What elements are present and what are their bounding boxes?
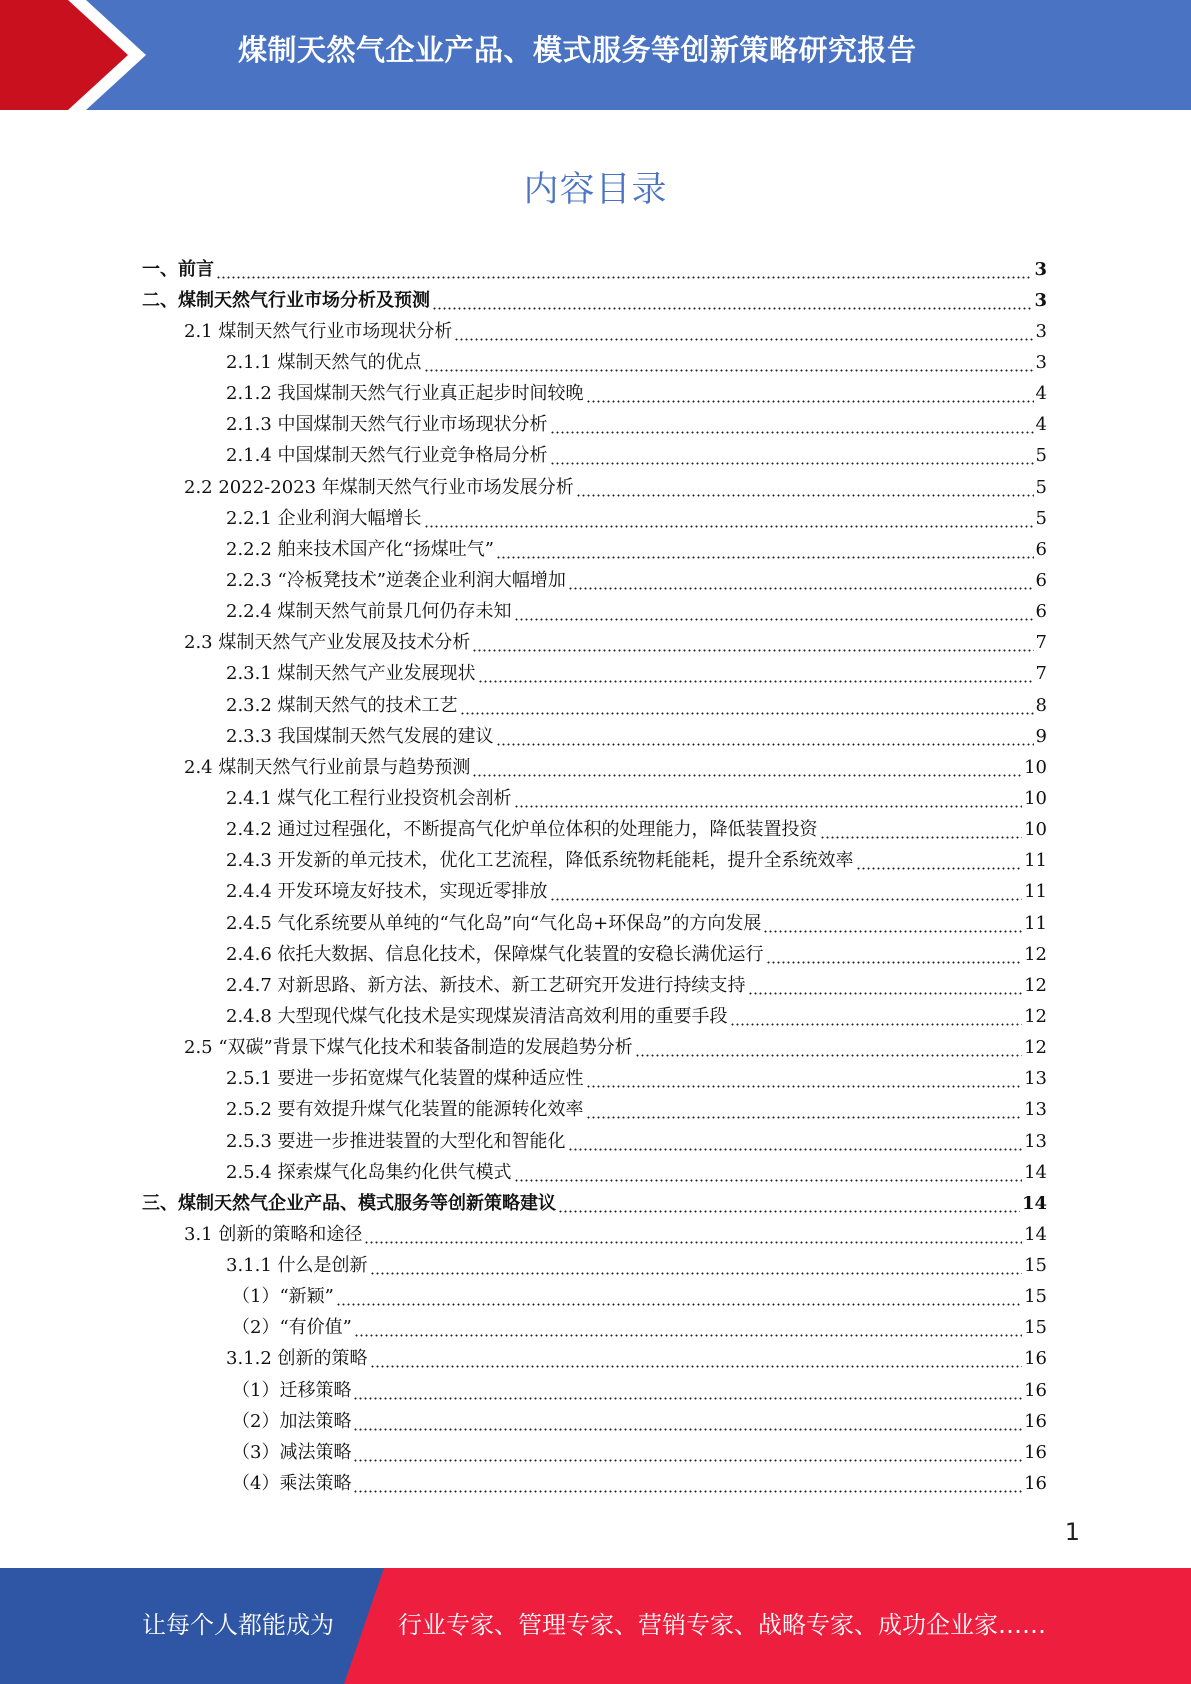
toc-entry-label: 2.2.3 “冷板凳技术”逆袭企业利润大幅增加	[226, 569, 566, 591]
toc-entry[interactable]	[0, 1406, 1191, 1437]
toc-entry-page: 15	[1024, 1255, 1047, 1277]
toc-dot-leader	[216, 266, 1032, 280]
toc-entry-page: 3	[1035, 351, 1047, 373]
toc-entry-label: 2.2 2022-2023 年煤制天然气行业市场发展分析	[184, 476, 574, 498]
toc-entry-page: 3	[1035, 320, 1047, 342]
toc-entry-page: 16	[1024, 1410, 1047, 1432]
toc-entry-label: 2.4.5 气化系统要从单纯的“气化岛”向“气化岛+环保岛”的方向发展	[226, 912, 762, 934]
toc-entry-label: 二、煤制天然气行业市场分析及预测	[142, 289, 430, 311]
toc-entry-page: 10	[1024, 756, 1047, 778]
toc-dot-leader	[558, 1200, 1020, 1214]
toc-entry-page: 15	[1024, 1317, 1047, 1339]
toc-entry-page: 16	[1024, 1348, 1047, 1370]
toc-dot-leader	[364, 1231, 1022, 1245]
toc-entry-label: 2.2.2 舶来技术国产化“扬煤吐气”	[226, 538, 494, 560]
toc-entry[interactable]	[0, 1437, 1191, 1468]
toc-dot-leader	[472, 639, 1033, 653]
toc-entry-label: 3.1.1 什么是创新	[226, 1255, 368, 1277]
toc-entry[interactable]	[0, 815, 1191, 846]
toc-entry-page: 11	[1024, 881, 1047, 903]
toc-entry[interactable]	[0, 379, 1191, 410]
toc-entry-page: 3	[1034, 258, 1047, 280]
toc-dot-leader	[763, 920, 1022, 934]
toc-dot-leader	[730, 1013, 1023, 1027]
toc-entry-page: 16	[1024, 1379, 1047, 1401]
toc-dot-leader	[432, 297, 1032, 311]
toc-entry-label: 2.4.7 对新思路、新方法、新技术、新工艺研究开发进行持续支持	[226, 974, 746, 996]
toc-entry-label: （4）乘法策略	[232, 1473, 352, 1495]
toc-entry[interactable]	[0, 410, 1191, 441]
toc-dot-leader	[586, 1106, 1023, 1120]
toc-entry-page: 15	[1024, 1286, 1047, 1308]
table-of-contents	[0, 254, 1191, 1500]
toc-entry[interactable]	[0, 441, 1191, 472]
toc-entry-page: 11	[1024, 850, 1047, 872]
header-title: 煤制天然气企业产品、模式服务等创新策略研究报告	[238, 33, 917, 67]
toc-entry-label: 3.1 创新的策略和途径	[184, 1223, 363, 1245]
toc-entry[interactable]	[0, 970, 1191, 1001]
toc-entry[interactable]	[0, 1375, 1191, 1406]
toc-dot-leader	[370, 1355, 1023, 1369]
toc-entry-page: 10	[1024, 787, 1047, 809]
toc-entry[interactable]	[0, 1001, 1191, 1032]
toc-dot-leader	[424, 515, 1034, 529]
toc-entry-label: 2.4.8 大型现代煤气化技术是实现煤炭清洁高效利用的重要手段	[226, 1005, 728, 1027]
toc-entry-label: 2.3.2 煤制天然气的技术工艺	[226, 694, 458, 716]
toc-entry[interactable]	[0, 1468, 1191, 1499]
toc-entry[interactable]	[0, 503, 1191, 534]
toc-entry-page: 16	[1024, 1473, 1047, 1495]
toc-entry-page: 8	[1035, 694, 1047, 716]
toc-entry-page: 5	[1035, 445, 1047, 467]
toc-entry[interactable]	[0, 285, 1191, 316]
toc-entry[interactable]	[0, 1126, 1191, 1157]
toc-entry[interactable]	[0, 690, 1191, 721]
toc-entry-page: 6	[1035, 569, 1047, 591]
toc-dot-leader	[514, 608, 1034, 622]
toc-entry-label: 2.1.1 煤制天然气的优点	[226, 351, 422, 373]
toc-entry[interactable]	[0, 1095, 1191, 1126]
toc-entry[interactable]	[0, 565, 1191, 596]
toc-entry-label: 2.5.2 要有效提升煤气化装置的能源转化效率	[226, 1099, 584, 1121]
toc-entry[interactable]	[0, 752, 1191, 783]
toc-entry-page: 4	[1035, 383, 1047, 405]
toc-dot-leader	[550, 421, 1034, 435]
toc-entry-page: 9	[1035, 725, 1047, 747]
toc-entry[interactable]	[0, 846, 1191, 877]
toc-entry[interactable]	[0, 534, 1191, 565]
toc-dot-leader	[336, 1293, 1022, 1307]
toc-entry-page: 3	[1034, 289, 1047, 311]
toc-dot-leader	[370, 1262, 1023, 1276]
toc-entry-page: 13	[1024, 1099, 1047, 1121]
toc-entry-page: 6	[1035, 601, 1047, 623]
toc-dot-leader	[856, 857, 1023, 871]
toc-entry-label: 2.2.4 煤制天然气前景几何仍存未知	[226, 601, 512, 623]
toc-dot-leader	[454, 328, 1033, 342]
toc-dot-leader	[514, 1169, 1023, 1183]
toc-entry-page: 14	[1024, 1223, 1047, 1245]
toc-entry-label: （3）减法策略	[232, 1441, 352, 1463]
toc-dot-leader	[568, 1138, 1023, 1152]
toc-entry-page: 13	[1024, 1068, 1047, 1090]
toc-dot-leader	[353, 1418, 1022, 1432]
toc-entry[interactable]	[0, 721, 1191, 752]
footer-slogan-right: 行业专家、管理专家、营销专家、战略专家、成功企业家……	[398, 1611, 1046, 1639]
toc-entry-label: 2.5.4 探索煤气化岛集约化供气模式	[226, 1161, 512, 1183]
toc-entry-label: 2.5.1 要进一步拓宽煤气化装置的煤种适应性	[226, 1068, 584, 1090]
toc-entry-label: 2.4.2 通过过程强化，不断提高气化炉单位体积的处理能力，降低装置投资	[226, 819, 818, 841]
toc-dot-leader	[586, 390, 1034, 404]
toc-dot-leader	[496, 546, 1034, 560]
toc-entry-page: 5	[1035, 507, 1047, 529]
toc-dot-leader	[766, 951, 1023, 965]
toc-dot-leader	[550, 888, 1023, 902]
toc-entry-label: （1）迁移策略	[232, 1379, 352, 1401]
toc-entry-page: 12	[1024, 974, 1047, 996]
toc-entry-page: 12	[1024, 1005, 1047, 1027]
toc-entry-page: 4	[1035, 414, 1047, 436]
toc-dot-leader	[586, 1075, 1023, 1089]
toc-dot-leader	[820, 826, 1023, 840]
toc-entry-label: 2.5 “双碳”背景下煤气化技术和装备制造的发展趋势分析	[184, 1037, 633, 1059]
toc-entry[interactable]	[0, 597, 1191, 628]
toc-entry-label: 2.3.1 煤制天然气产业发展现状	[226, 663, 476, 685]
toc-entry[interactable]	[0, 877, 1191, 908]
toc-entry-label: 2.4.3 开发新的单元技术，优化工艺流程，降低系统物耗能耗，提升全系统效率	[226, 850, 854, 872]
toc-entry-label: 2.2.1 企业利润大幅增长	[226, 507, 422, 529]
toc-dot-leader	[748, 982, 1023, 996]
toc-entry-page: 7	[1035, 632, 1047, 654]
toc-entry-page: 6	[1035, 538, 1047, 560]
toc-entry-page: 7	[1035, 663, 1047, 685]
toc-entry[interactable]	[0, 783, 1191, 814]
toc-entry-page: 13	[1024, 1130, 1047, 1152]
toc-entry-page: 10	[1024, 819, 1047, 841]
toc-entry-page: 14	[1024, 1161, 1047, 1183]
toc-entry-label: （2）“有价值”	[232, 1317, 352, 1339]
toc-entry-label: 2.4 煤制天然气行业前景与趋势预测	[184, 756, 471, 778]
toc-entry[interactable]	[0, 1219, 1191, 1250]
toc-dot-leader	[496, 733, 1034, 747]
toc-dot-leader	[478, 670, 1034, 684]
toc-entry[interactable]	[0, 472, 1191, 503]
toc-dot-leader	[576, 484, 1034, 498]
toc-entry[interactable]	[0, 254, 1191, 285]
toc-entry-label: 一、前言	[142, 258, 214, 280]
toc-dot-leader	[550, 452, 1034, 466]
toc-entry[interactable]	[0, 939, 1191, 970]
toc-dot-leader	[635, 1044, 1022, 1058]
toc-entry-label: 2.5.3 要进一步推进装置的大型化和智能化	[226, 1130, 566, 1152]
toc-entry[interactable]	[0, 1313, 1191, 1344]
toc-entry[interactable]	[0, 659, 1191, 690]
toc-entry-page: 12	[1024, 943, 1047, 965]
toc-entry-label: （1）“新颖”	[232, 1286, 334, 1308]
page-number: 1	[1064, 1518, 1080, 1546]
toc-entry-label: 2.4.4 开发环境友好技术，实现近零排放	[226, 881, 548, 903]
toc-dot-leader	[460, 702, 1034, 716]
toc-entry-label: 2.3.3 我国煤制天然气发展的建议	[226, 725, 494, 747]
toc-entry-label: （2）加法策略	[232, 1410, 352, 1432]
toc-entry[interactable]	[0, 347, 1191, 378]
toc-entry-page: 11	[1024, 912, 1047, 934]
toc-entry-label: 2.1.3 中国煤制天然气行业市场现状分析	[226, 414, 548, 436]
toc-dot-leader	[514, 795, 1023, 809]
toc-entry[interactable]	[0, 1282, 1191, 1313]
toc-dot-leader	[353, 1449, 1022, 1463]
toc-entry-label: 2.3 煤制天然气产业发展及技术分析	[184, 632, 471, 654]
toc-entry-page: 5	[1035, 476, 1047, 498]
toc-entry-label: 2.4.1 煤气化工程行业投资机会剖析	[226, 787, 512, 809]
toc-entry-page: 14	[1021, 1192, 1047, 1214]
toc-dot-leader	[568, 577, 1034, 591]
toc-entry-label: 2.1 煤制天然气行业市场现状分析	[184, 320, 453, 342]
toc-entry[interactable]	[0, 1188, 1191, 1219]
toc-entry[interactable]	[0, 1033, 1191, 1064]
toc-entry-page: 16	[1024, 1441, 1047, 1463]
toc-entry-label: 2.1.2 我国煤制天然气行业真正起步时间较晚	[226, 383, 584, 405]
toc-dot-leader	[424, 359, 1034, 373]
toc-entry[interactable]	[0, 908, 1191, 939]
toc-entry-label: 2.1.4 中国煤制天然气行业竞争格局分析	[226, 445, 548, 467]
toc-title: 内容目录	[523, 170, 668, 210]
toc-entry-page: 12	[1024, 1037, 1047, 1059]
toc-dot-leader	[472, 764, 1022, 778]
toc-entry-label: 2.4.6 依托大数据、信息化技术，保障煤气化装置的安稳长满优运行	[226, 943, 764, 965]
toc-dot-leader	[353, 1387, 1022, 1401]
toc-dot-leader	[353, 1480, 1022, 1494]
toc-entry[interactable]	[0, 1251, 1191, 1282]
page-header	[0, 0, 1191, 110]
toc-entry[interactable]	[0, 1344, 1191, 1375]
footer-slogan-left: 让每个人都能成为	[142, 1611, 334, 1639]
toc-entry-label: 三、煤制天然气企业产品、模式服务等创新策略建议	[142, 1192, 556, 1214]
toc-entry[interactable]	[0, 1157, 1191, 1188]
toc-dot-leader	[354, 1324, 1022, 1338]
toc-entry-label: 3.1.2 创新的策略	[226, 1348, 368, 1370]
page-footer	[0, 1568, 1191, 1684]
toc-entry[interactable]	[0, 316, 1191, 347]
toc-entry[interactable]	[0, 628, 1191, 659]
toc-entry[interactable]	[0, 1064, 1191, 1095]
